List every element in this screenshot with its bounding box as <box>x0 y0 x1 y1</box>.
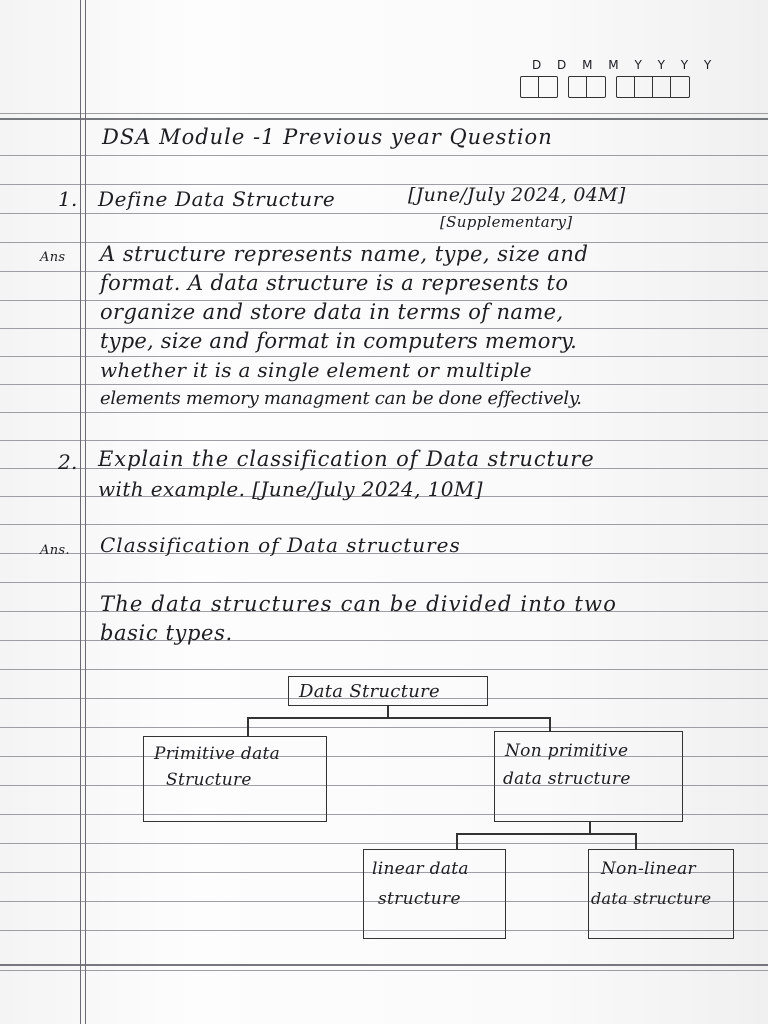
q1-text: Define Data Structure <box>98 187 336 211</box>
a1-line: organize and store data in terms of name, <box>100 300 564 324</box>
q1-note: [Supplementary] <box>440 213 573 231</box>
a1-line: A structure represents name, type, size and <box>100 242 589 266</box>
diagram-non-primitive-label: Non primitive <box>505 741 629 761</box>
diagram-non-linear-label: Non-linear <box>601 859 696 879</box>
diagram-root-box <box>288 676 488 706</box>
q2-line: with example. [June/July 2024, 10M] <box>98 477 483 501</box>
a2-line: basic types. <box>100 621 233 645</box>
a1-line: elements memory managment can be done effectively. <box>100 388 582 409</box>
a1-line: whether it is a single element or multiple <box>100 358 532 382</box>
date-letters: D D M M Y Y Y Y <box>532 58 718 72</box>
diagram-primitive-box <box>143 736 327 822</box>
a1-label: Ans <box>40 250 66 265</box>
date-year-box <box>616 76 690 98</box>
diagram-non-primitive-box <box>494 731 683 822</box>
diagram-non-linear-label: data structure <box>591 889 712 908</box>
q2-number: 2. <box>58 450 78 474</box>
q1-tag: [June/July 2024, 04M] <box>408 184 626 206</box>
diagram-primitive-label: Structure <box>166 770 252 790</box>
a1-line: format. A data structure is a represents to <box>100 271 569 295</box>
a2-line: The data structures can be divided into two <box>100 592 618 616</box>
diagram-non-linear-box <box>588 849 734 939</box>
a2-heading: Classification of Data structures <box>100 533 461 557</box>
a1-line: type, size and format in computers memory. <box>100 329 577 353</box>
diagram-non-primitive-label: data structure <box>503 769 631 789</box>
diagram-linear-box <box>363 849 506 939</box>
q1-number: 1. <box>58 187 78 211</box>
date-month-box <box>568 76 606 98</box>
date-day-box <box>520 76 558 98</box>
diagram-primitive-label: Primitive data <box>154 744 281 764</box>
diagram-linear-label: linear data <box>372 859 469 879</box>
diagram-root-label: Data Structure <box>299 681 440 702</box>
q2-line: Explain the classification of Data structure <box>98 447 595 471</box>
a2-label: Ans. <box>40 543 70 558</box>
page-title: DSA Module -1 Previous year Question <box>102 125 553 149</box>
diagram-linear-label: structure <box>378 889 461 909</box>
